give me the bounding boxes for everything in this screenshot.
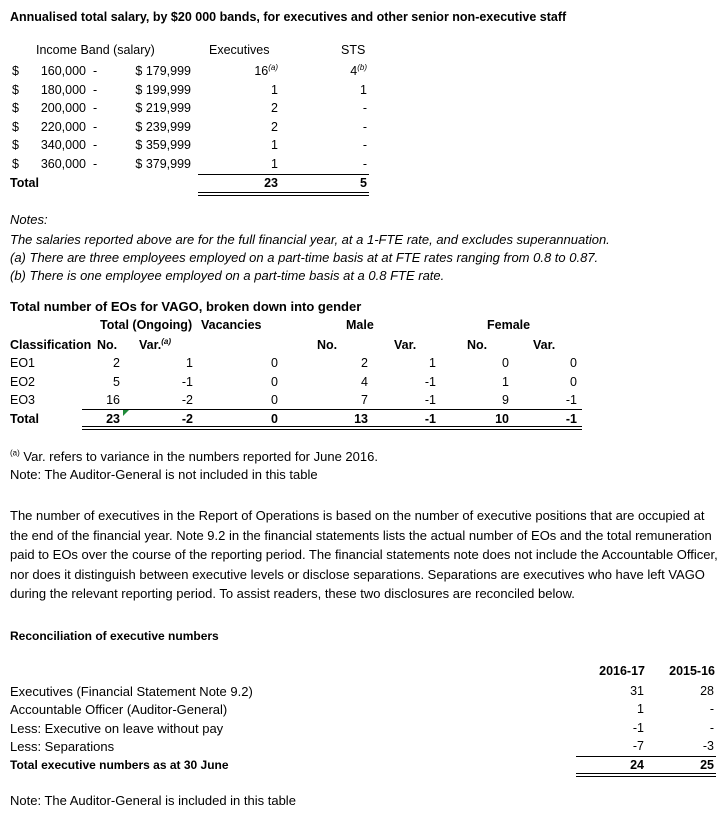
salary-row-to: $ 359,999	[135, 138, 191, 153]
salary-row-exec: 16$^{(a)}$	[254, 62, 278, 78]
salary-row-from: 360,000	[40, 157, 86, 171]
recon-row-2015-16: -	[709, 702, 714, 717]
eo-table-title: Total number of EOs for VAGO, broken down into gender	[10, 299, 362, 314]
salary-row-sts: 1	[360, 82, 367, 97]
salary-row-dash: -	[93, 101, 98, 116]
recon-row-2016-17: -7	[632, 739, 644, 754]
salary-row-from: 340,000	[40, 138, 86, 153]
eo-row-female-var: 0	[570, 374, 577, 389]
eo-var-superscript: (a)	[161, 336, 172, 346]
salary-table-title: Annualised total salary, by $20 000 bands, for executives and other senior non-executive staff	[10, 10, 567, 24]
eo-row-male-no: 7	[361, 393, 368, 408]
eo-total-female-no: 10	[495, 412, 509, 426]
eo-row-cls: EO3	[10, 393, 36, 408]
salary-total-top-rule	[198, 174, 369, 175]
eo-female-no-header: No.	[467, 338, 488, 352]
salary-row-from: 220,000	[40, 119, 86, 134]
eo-total-female-var: -1	[565, 412, 577, 426]
reconciliation-title: Reconciliation of executive numbers	[10, 629, 219, 643]
sts-header: STS	[341, 43, 366, 57]
eo-total-male-no: 13	[354, 412, 368, 426]
eo-male-no-header: No.	[317, 338, 338, 352]
eo-row-cls: EO2	[10, 374, 36, 389]
eo-row-female-no: 9	[502, 393, 509, 408]
reconciliation-note: Note: The Auditor-General is included in this table	[10, 793, 296, 808]
recon-total-top-rule	[576, 756, 716, 757]
salary-row-sts: -	[362, 138, 367, 153]
eo-row-cls: EO1	[10, 356, 36, 370]
eo-row-vacancies: 0	[271, 374, 278, 389]
salary-row-currency: $	[12, 157, 19, 171]
recon-row-2016-17: 1	[637, 702, 644, 717]
salary-total-sts: 5	[360, 176, 367, 190]
salary-row-sts: -	[362, 119, 367, 134]
eo-total-vacancies: 0	[271, 412, 278, 426]
eo-row-male-var: -1	[424, 393, 436, 408]
eo-row-male-var: -1	[424, 374, 436, 389]
recon-row-2015-16: -	[709, 720, 714, 735]
salary-row-exec: 2	[271, 101, 278, 116]
recon-row-2015-16: -3	[702, 739, 714, 754]
salary-row-to: $ 199,999	[135, 82, 191, 97]
recon-total-2015-16: 25	[700, 758, 714, 772]
eo-row-male-no: 2	[361, 356, 368, 370]
salary-total-exec: 23	[264, 176, 278, 190]
eo-row-total-var: 1	[186, 356, 193, 370]
eo-row-total-var: -2	[181, 393, 193, 408]
income-band-header: Income Band (salary)	[36, 43, 155, 57]
salary-row-dash: -	[93, 138, 98, 153]
recon-row-2016-17: -1	[632, 720, 644, 735]
eo-row-male-no: 4	[361, 374, 368, 389]
salary-row-exec: 1	[271, 138, 278, 153]
salary-total-bottom-rule	[198, 192, 369, 196]
eo-row-total-no: 2	[113, 356, 120, 370]
year-header-2015-16: 2015-16	[669, 664, 715, 678]
salary-row-to: $ 239,999	[135, 119, 191, 134]
recon-row-label: Accountable Officer (Auditor-General)	[10, 702, 228, 718]
eo-total-top-rule	[82, 409, 582, 410]
eo-female-header: Female	[487, 318, 531, 332]
salary-row-sts: -	[362, 157, 367, 171]
comment-marker-icon	[123, 410, 129, 416]
eo-male-header: Male	[346, 318, 374, 332]
recon-total-2016-17: 24	[630, 758, 644, 772]
salary-row-dash: -	[93, 64, 98, 78]
eo-total-cls: Total	[10, 412, 39, 426]
eo-total-no-header: No.	[97, 338, 118, 352]
eo-row-total-no: 16	[106, 393, 120, 408]
notes-heading: Notes:	[10, 212, 48, 227]
eo-male-var-header: Var.	[394, 338, 417, 352]
salary-row-to: $ 179,999	[135, 64, 191, 78]
recon-row-label: Less: Separations	[10, 739, 115, 755]
salary-row-from: 180,000	[40, 82, 86, 97]
eo-classification-header: Classification	[10, 338, 92, 352]
eo-row-male-var: 1	[429, 356, 436, 370]
eo-total-var-header: Var.$^{(a)}$	[139, 336, 172, 352]
recon-row-label: Less: Executive on leave without pay	[10, 720, 224, 736]
salary-row-dash: -	[93, 82, 98, 97]
recon-row-label: Executives (Financial Statement Note 9.2)	[10, 684, 253, 699]
salary-row-to: $ 219,999	[135, 101, 191, 116]
eo-footnote-superscript: (a)	[10, 448, 20, 458]
recon-row-2016-17: 31	[630, 684, 644, 698]
explanatory-paragraph: The number of executives in the Report of Operations is based on the number of executive positions that are occupied at the end of the financial year. Note 9.2 in the financial statements lists the actual number of EOs and the total remuneration paid to EOs over the course of the reporting period. The financial statements note does not include the Accountable Officer, nor does it distinguish between executive levels or disclose separations. Separations are executives who have left VAGO during the relevant reporting period. To assist readers, these two disclosures are reconciled below.	[10, 508, 718, 601]
eo-row-female-no: 0	[502, 356, 509, 370]
notes-line-1: The salaries reported above are for the full financial year, at a 1-FTE rate, and excludes superannuation.	[10, 232, 610, 247]
salary-row-to: $ 379,999	[135, 157, 191, 171]
eo-total-bottom-rule	[82, 426, 582, 430]
eo-total-total-no: 23	[106, 412, 120, 426]
eo-row-vacancies: 0	[271, 356, 278, 370]
year-header-2016-17: 2016-17	[599, 664, 645, 678]
eo-female-var-header: Var.	[533, 338, 556, 352]
salary-row-sts: -	[362, 101, 367, 116]
salary-row-from: 160,000	[40, 64, 86, 78]
salary-row-currency: $	[12, 101, 19, 116]
salary-total-label: Total	[10, 176, 39, 190]
eo-vacancies-header: Vacancies	[201, 318, 262, 332]
eo-footnote: $^{(a)}$ Var. refers to variance in the numbers reported for June 2016.	[10, 448, 378, 464]
notes-line-2: (a) There are three employees employed on a part-time basis at at FTE rates ranging from 0.8 to 0.87.	[10, 250, 599, 265]
salary-row-exec: 2	[271, 119, 278, 134]
salary-row-dash: -	[93, 157, 98, 171]
eo-row-total-var: -1	[181, 374, 193, 389]
eo-row-female-var: -1	[565, 393, 577, 408]
salary-row-currency: $	[12, 64, 19, 78]
salary-row-sts: 4$^{(b)}$	[350, 62, 367, 78]
eo-total-ongoing-header: Total (Ongoing)	[100, 318, 193, 332]
eo-note: Note: The Auditor-General is not included in this table	[10, 467, 318, 482]
executives-header: Executives	[209, 43, 270, 57]
recon-row-2015-16: 28	[700, 684, 714, 698]
salary-row-exec: 1	[271, 157, 278, 171]
recon-total-label: Total executive numbers as at 30 June	[10, 758, 229, 772]
salary-row-currency: $	[12, 119, 19, 134]
salary-row-currency: $	[12, 82, 19, 97]
salary-row-dash: -	[93, 119, 98, 134]
eo-total-total-var: -2	[181, 412, 193, 426]
recon-total-bottom-rule	[576, 773, 716, 777]
eo-row-total-no: 5	[113, 374, 120, 389]
salary-row-currency: $	[12, 138, 19, 153]
eo-row-female-no: 1	[502, 374, 509, 389]
salary-row-from: 200,000	[40, 101, 86, 116]
eo-total-male-var: -1	[424, 412, 436, 426]
salary-row-exec: 1	[271, 82, 278, 97]
eo-row-vacancies: 0	[271, 393, 278, 408]
notes-line-3: (b) There is one employee employed on a part-time basis at a 0.8 FTE rate.	[10, 268, 445, 283]
eo-row-female-var: 0	[570, 356, 577, 370]
